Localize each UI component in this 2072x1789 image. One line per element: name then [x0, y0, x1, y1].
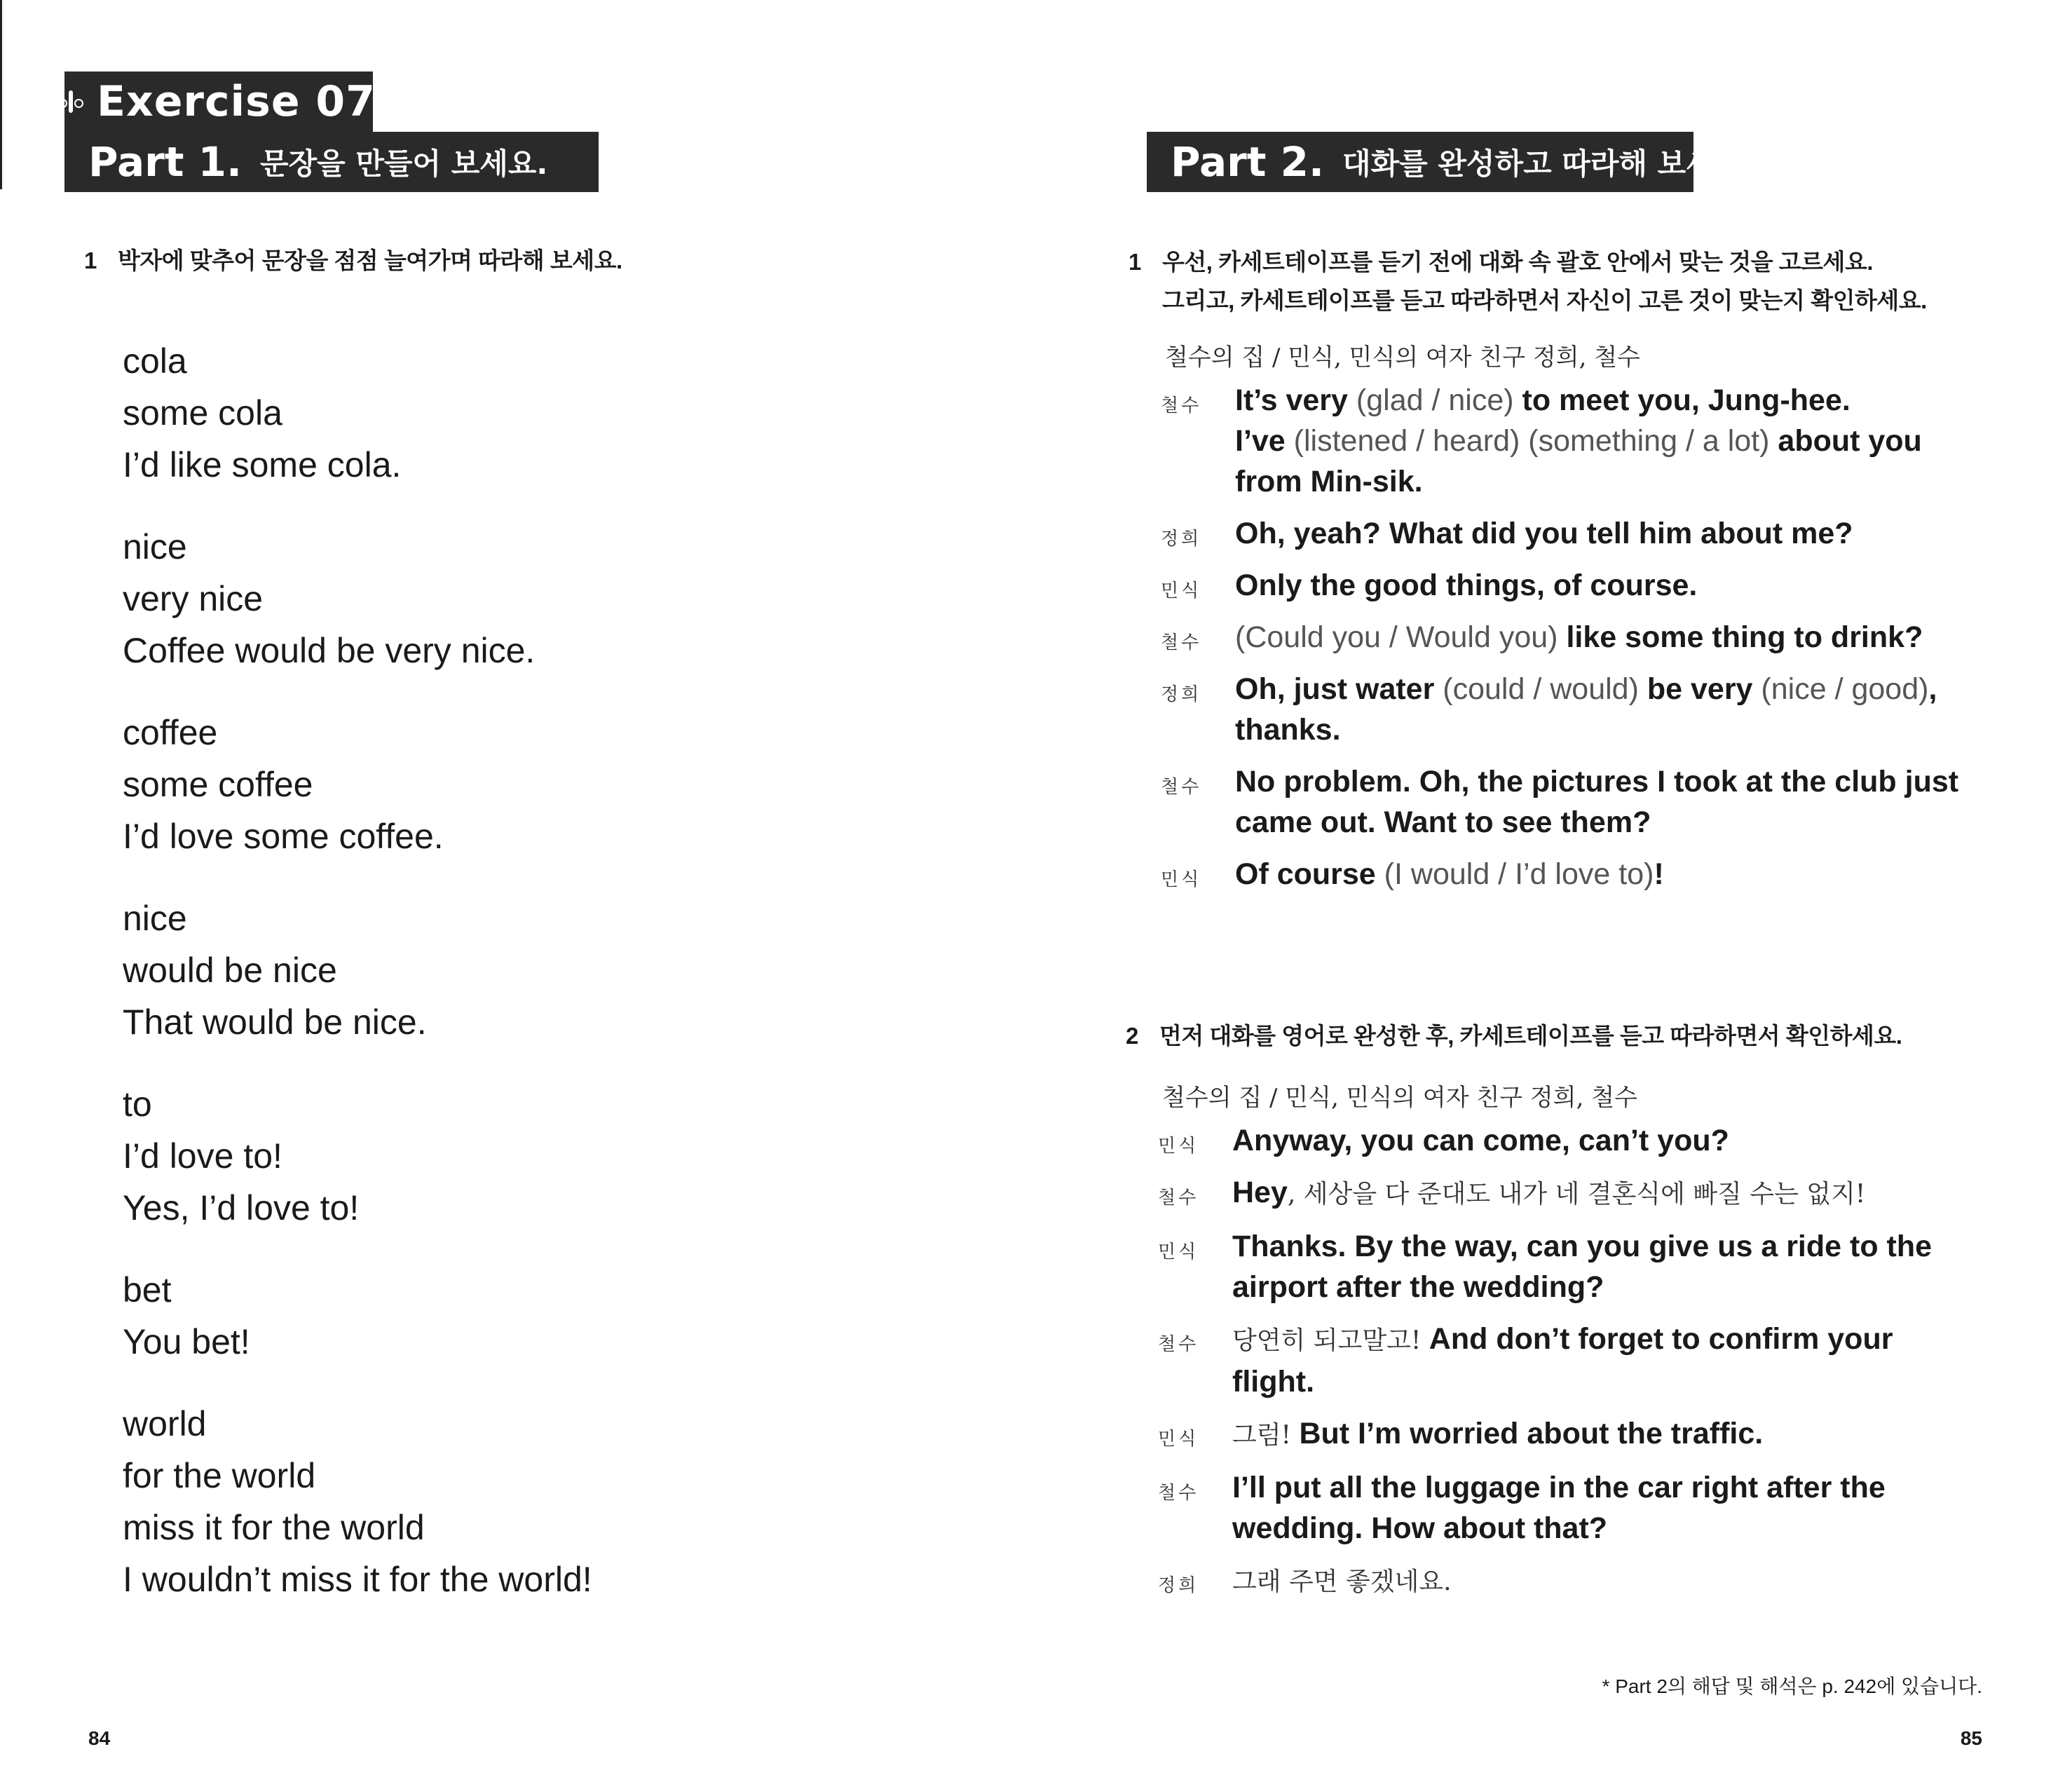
- drill-group: [123, 335, 964, 491]
- ex1-scene: 철수의 집 / 민식, 민식의 여자 친구 정희, 철수: [1165, 343, 1640, 372]
- part1-instruction: [84, 243, 622, 276]
- speaker-label: 정희: [1161, 529, 1202, 550]
- speaker-label: 민식: [1161, 580, 1202, 601]
- dialogue-text: Anyway, you can come, can’t you?: [1232, 1124, 1729, 1157]
- part1-subtitle: 문장을 만들어 보세요.: [260, 147, 548, 181]
- drill-line: nice: [123, 899, 187, 938]
- dialogue-line: [1232, 1560, 1971, 1603]
- speaker-label: 민식: [1158, 1136, 1199, 1157]
- dialogue-text: like some thing to drink?: [1558, 620, 1923, 654]
- answer-options: (could / would): [1443, 672, 1639, 706]
- korean-prompt: 당연히 되고말고!: [1232, 1326, 1429, 1355]
- dialogue-line: [1232, 1226, 1971, 1307]
- answer-options: (glad / nice): [1356, 383, 1514, 417]
- dialogue-text: [1520, 424, 1528, 458]
- dialogue-text: Of course: [1235, 857, 1384, 891]
- ex1-instruction-line1: 우선, 카세트테이프를 듣기 전에 대화 속 괄호 안에서 맞는 것을 고르세요.: [1162, 249, 1873, 275]
- dialogue-text: about you from Min-sik.: [1235, 424, 1922, 498]
- dialogue-line: [1235, 669, 1974, 750]
- answer-options: (nice / good): [1761, 672, 1929, 706]
- drill-line: I’d love to!: [123, 1136, 282, 1176]
- dialogue-text: No problem. Oh, the pictures I took at the club just came out. Want to see them?: [1235, 765, 1959, 839]
- instruction-number: 1: [84, 247, 97, 273]
- drill-line: some coffee: [123, 765, 313, 804]
- drill-group: [123, 892, 964, 1048]
- drill-line: That would be nice.: [123, 1002, 427, 1042]
- instruction-text: 박자에 맞추어 문장을 점점 늘여가며 따라해 보세요.: [118, 247, 622, 273]
- drill-line: some cola: [123, 393, 282, 433]
- drill-line: bet: [123, 1270, 172, 1310]
- speaker-label: 정희: [1161, 684, 1202, 705]
- dialogue-turn: [1161, 669, 1974, 750]
- ex1-dialogue: [1161, 380, 1974, 906]
- exercise-title: Exercise 07: [97, 77, 376, 126]
- cassette-icon: [69, 90, 73, 113]
- drill-line: Yes, I’d love to!: [123, 1188, 360, 1227]
- speaker-label: 정희: [1158, 1575, 1199, 1596]
- ex2-number: 2: [1126, 1023, 1138, 1049]
- ex1-instruction: [1129, 244, 1927, 315]
- drill-line: coffee: [123, 713, 218, 752]
- dialogue-line: [1235, 854, 1974, 894]
- dialogue-line: [1232, 1467, 1971, 1549]
- drill-line: I wouldn’t miss it for the world!: [123, 1560, 592, 1599]
- dialogue-line: [1235, 617, 1974, 658]
- dialogue-text: Oh, yeah? What did you tell him about me?: [1235, 517, 1853, 550]
- dialogue-turn: [1161, 617, 1974, 658]
- dialogue-text: I’ll put all the luggage in the car right after the wedding. How about that?: [1232, 1471, 1886, 1545]
- dialogue-text: But I’m worried about the traffic.: [1299, 1417, 1764, 1450]
- answer-options: (Could you / Would you): [1235, 620, 1558, 654]
- drill-group: [123, 1264, 964, 1368]
- part2-label: Part 2.: [1171, 138, 1325, 186]
- ex1-instruction-line2: 그리고, 카세트테이프를 듣고 따라하면서 자신이 고른 것이 맞는지 확인하세요.: [1162, 287, 1927, 313]
- speaker-label: 철수: [1158, 1188, 1199, 1209]
- drill-group: [123, 1398, 964, 1605]
- drill-group: [123, 521, 964, 676]
- dialogue-text: Thanks. By the way, can you give us a ride to the airport after the wedding?: [1232, 1230, 1933, 1304]
- korean-prompt: , 세상을 다 준대도 내가 네 결혼식에 빠질 수는 없지!: [1287, 1180, 1866, 1209]
- drill-line: for the world: [123, 1456, 316, 1495]
- dialogue-line: [1232, 1120, 1971, 1161]
- drill-line: very nice: [123, 579, 264, 618]
- drill-line: I’d love some coffee.: [123, 817, 444, 856]
- dialogue-turn: [1158, 1467, 1971, 1549]
- ex2-dialogue: [1158, 1120, 1971, 1614]
- speaker-label: 철수: [1161, 777, 1202, 798]
- dialogue-turn: [1161, 380, 1974, 502]
- dialogue-text: be very: [1638, 672, 1761, 706]
- drill-list: [123, 335, 964, 1635]
- page-number-right: 85: [1960, 1727, 1982, 1749]
- speaker-label: 민식: [1158, 1242, 1199, 1263]
- part1-header: [64, 132, 599, 192]
- dialogue-text: It’s very: [1235, 383, 1356, 417]
- dialogue-turn: [1161, 565, 1974, 606]
- korean-prompt: 그럼!: [1232, 1421, 1300, 1450]
- speaker-label: 민식: [1158, 1429, 1199, 1450]
- speaker-label: 철수: [1161, 632, 1202, 653]
- dialogue-text: I’ve: [1235, 424, 1294, 458]
- speaker-label: 민식: [1161, 869, 1202, 890]
- page-number-left: 84: [88, 1727, 111, 1749]
- dialogue-line: [1232, 1319, 1971, 1402]
- answer-options: (I would / I’d love to): [1384, 857, 1654, 891]
- dialogue-turn: [1158, 1560, 1971, 1603]
- speaker-label: 철수: [1158, 1483, 1199, 1504]
- ex2-scene: 철수의 집 / 민식, 민식의 여자 친구 정희, 철수: [1162, 1084, 1637, 1112]
- dialogue-turn: [1158, 1172, 1971, 1215]
- ex2-instruction-text: 먼저 대화를 영어로 완성한 후, 카세트테이프를 듣고 따라하면서 확인하세요.: [1159, 1023, 1902, 1049]
- speaker-label: 철수: [1161, 395, 1202, 416]
- dialogue-text: And don’t forget to confirm your flight.: [1232, 1322, 1893, 1399]
- drill-line: would be nice: [123, 951, 337, 990]
- ex1-number: 1: [1129, 249, 1141, 275]
- part1-label: Part 1.: [88, 138, 243, 186]
- dialogue-text: to meet you, Jung-hee.: [1513, 383, 1851, 417]
- drill-line: I’d like some cola.: [123, 445, 402, 484]
- part2-subtitle: 대화를 완성하고 따라해 보세요.: [1342, 147, 1754, 181]
- dialogue-turn: [1158, 1226, 1971, 1307]
- answer-options: (something / a lot): [1528, 424, 1770, 458]
- dialogue-text: !: [1654, 857, 1664, 891]
- dialogue-turn: [1161, 513, 1974, 554]
- drill-line: You bet!: [123, 1322, 250, 1361]
- dialogue-text: Oh, just water: [1235, 672, 1443, 706]
- drill-line: Coffee would be very nice.: [123, 631, 536, 670]
- dialogue-text: Hey: [1232, 1176, 1288, 1209]
- speaker-label: 철수: [1158, 1334, 1199, 1355]
- part2-header: [1147, 132, 1754, 192]
- dialogue-turn: [1158, 1120, 1971, 1161]
- dialogue-turn: [1161, 854, 1974, 894]
- right-page: [1036, 0, 2072, 1789]
- exercise-header: [64, 72, 376, 132]
- answer-options: (listened / heard): [1293, 424, 1520, 458]
- binding-edge: [0, 0, 2, 189]
- drill-line: nice: [123, 527, 187, 566]
- korean-prompt: 그래 주면 좋겠네요.: [1232, 1567, 1452, 1596]
- drill-line: cola: [123, 341, 187, 381]
- drill-group: [123, 1078, 964, 1234]
- dialogue-line: [1235, 565, 1974, 606]
- drill-line: world: [123, 1404, 207, 1443]
- dialogue-line: [1232, 1413, 1971, 1456]
- dialogue-turn: [1158, 1413, 1971, 1456]
- dialogue-turn: [1161, 761, 1974, 843]
- dialogue-turn: [1158, 1319, 1971, 1402]
- drill-group: [123, 707, 964, 862]
- dialogue-line: [1235, 761, 1974, 843]
- dialogue-text: Only the good things, of course.: [1235, 569, 1698, 602]
- dialogue-line: [1235, 380, 1974, 502]
- drill-line: miss it for the world: [123, 1508, 425, 1547]
- dialogue-line: [1235, 513, 1974, 554]
- dialogue-line: [1232, 1172, 1971, 1215]
- dialogue-text: , thanks.: [1235, 672, 1937, 747]
- drill-line: to: [123, 1084, 152, 1124]
- ex2-instruction: [1126, 1018, 1902, 1051]
- answer-footnote: * Part 2의 해답 및 해석은 p. 242에 있습니다.: [1602, 1675, 1982, 1697]
